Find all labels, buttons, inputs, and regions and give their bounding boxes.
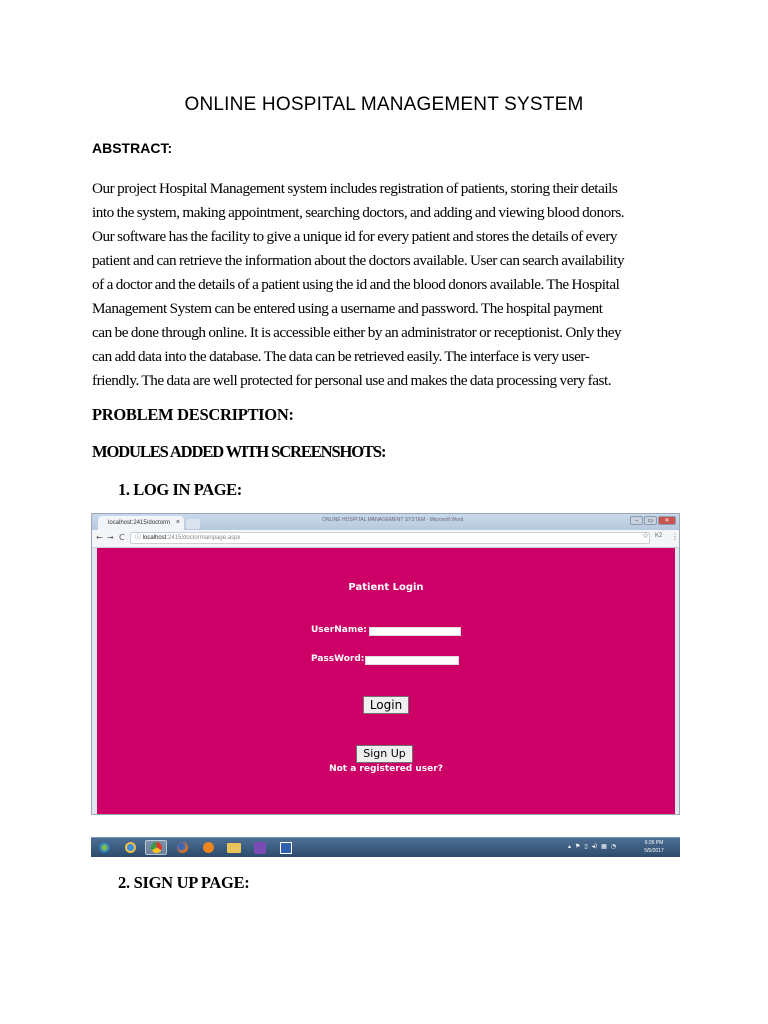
abstract-line: Our project Hospital Management system includes registration of patients, storing their details (92, 180, 618, 197)
network-icon[interactable]: ▦ (601, 843, 607, 850)
reload-icon[interactable]: C (119, 533, 125, 542)
internet-explorer-icon[interactable] (119, 840, 141, 855)
browser-tab[interactable] (98, 516, 184, 530)
media-player-icon[interactable] (197, 840, 219, 855)
window-controls (630, 516, 676, 525)
login-button[interactable]: Login (363, 696, 409, 714)
sign-up-button[interactable]: Sign Up (356, 745, 413, 763)
window-close-icon[interactable]: ✕ (658, 516, 676, 525)
extension-icon[interactable]: K2 (655, 533, 663, 539)
modules-heading: MODULES ADDED WITH SCREENSHOTS: (92, 442, 386, 461)
battery-icon[interactable]: ▯ (584, 843, 588, 850)
browser-menu-icon[interactable]: ⋮ (671, 532, 679, 541)
login-page-heading: 1. LOG IN PAGE: (118, 480, 242, 499)
url-host: localhost (142, 535, 167, 541)
system-tray (568, 843, 616, 850)
clock-time: 6:26 PM (644, 840, 664, 846)
url-input[interactable] (130, 532, 650, 544)
firefox-icon[interactable] (171, 840, 193, 855)
document-title: ONLINE HOSPITAL MANAGEMENT SYSTEM (184, 94, 584, 115)
abstract-line: Our software has the facility to give a unique id for every patient and stores the details of every (92, 228, 618, 245)
bookmark-star-icon[interactable]: ☆ (642, 531, 650, 540)
new-tab-button[interactable] (186, 519, 200, 529)
maximize-icon[interactable]: ▭ (644, 516, 657, 525)
chrome-icon[interactable] (145, 840, 167, 855)
minimize-icon[interactable]: – (630, 516, 643, 525)
start-button-icon[interactable] (93, 840, 115, 855)
browser-screenshot (91, 513, 680, 815)
password-label: PassWord: (311, 654, 365, 664)
not-registered-text: Not a registered user? (329, 764, 443, 774)
username-label: UserName: (311, 625, 367, 635)
visual-studio-icon[interactable] (249, 840, 271, 855)
abstract-heading: ABSTRACT: (92, 140, 173, 156)
patient-login-page (97, 548, 675, 814)
abstract-line: patient and can retrieve the information about the doctors available. User can search availability (92, 252, 625, 269)
abstract-line: into the system, making appointment, searching doctors, and adding and viewing blood donors. (92, 204, 625, 221)
abstract-line: friendly. The data are well protected for personal use and makes the data processing very fast. (92, 372, 612, 389)
signup-page-heading: 2. SIGN UP PAGE: (118, 873, 250, 892)
address-bar-row (92, 530, 679, 548)
browser-tab-bar (92, 514, 679, 530)
abstract-line: Management System can be entered using a username and password. The hospital payment (92, 300, 603, 317)
forward-icon[interactable]: → (107, 533, 114, 542)
abstract-line: can be done through online. It is accessible either by an administrator or receptionist. Only they (92, 324, 622, 341)
notification-icon[interactable]: ◔ (610, 843, 616, 850)
action-center-icon[interactable]: ⚑ (575, 843, 581, 850)
info-icon: ⓘ (135, 535, 142, 541)
windows-taskbar (91, 837, 680, 857)
tab-title: localhost:2415/doctorm (108, 520, 171, 526)
password-input[interactable] (365, 656, 459, 665)
word-icon[interactable] (275, 840, 297, 855)
clock-date: 5/5/2017 (644, 848, 664, 854)
back-icon[interactable]: ← (96, 533, 103, 542)
window-title: ONLINE HOSPITAL MANAGEMENT SYSTEM - Microsoft Word (322, 517, 464, 523)
abstract-line: of a doctor and the details of a patient using the id and the blood donors available. The Hospital (92, 276, 620, 293)
taskbar-clock[interactable] (639, 839, 669, 855)
problem-description-heading: PROBLEM DESCRIPTION: (92, 405, 294, 424)
volume-icon[interactable]: ◂) (591, 843, 598, 850)
url-path: :2415/doctormainpage.aspx (166, 535, 241, 541)
folder-icon[interactable] (223, 840, 245, 855)
username-input[interactable] (369, 627, 461, 636)
abstract-body (92, 177, 686, 393)
abstract-line: can add data into the database. The data can be retrieved easily. The interface is very user- (92, 348, 590, 365)
patient-login-title: Patient Login (348, 582, 424, 593)
tray-expand-icon[interactable]: ▴ (568, 843, 572, 850)
tab-close-icon[interactable]: × (175, 519, 180, 526)
